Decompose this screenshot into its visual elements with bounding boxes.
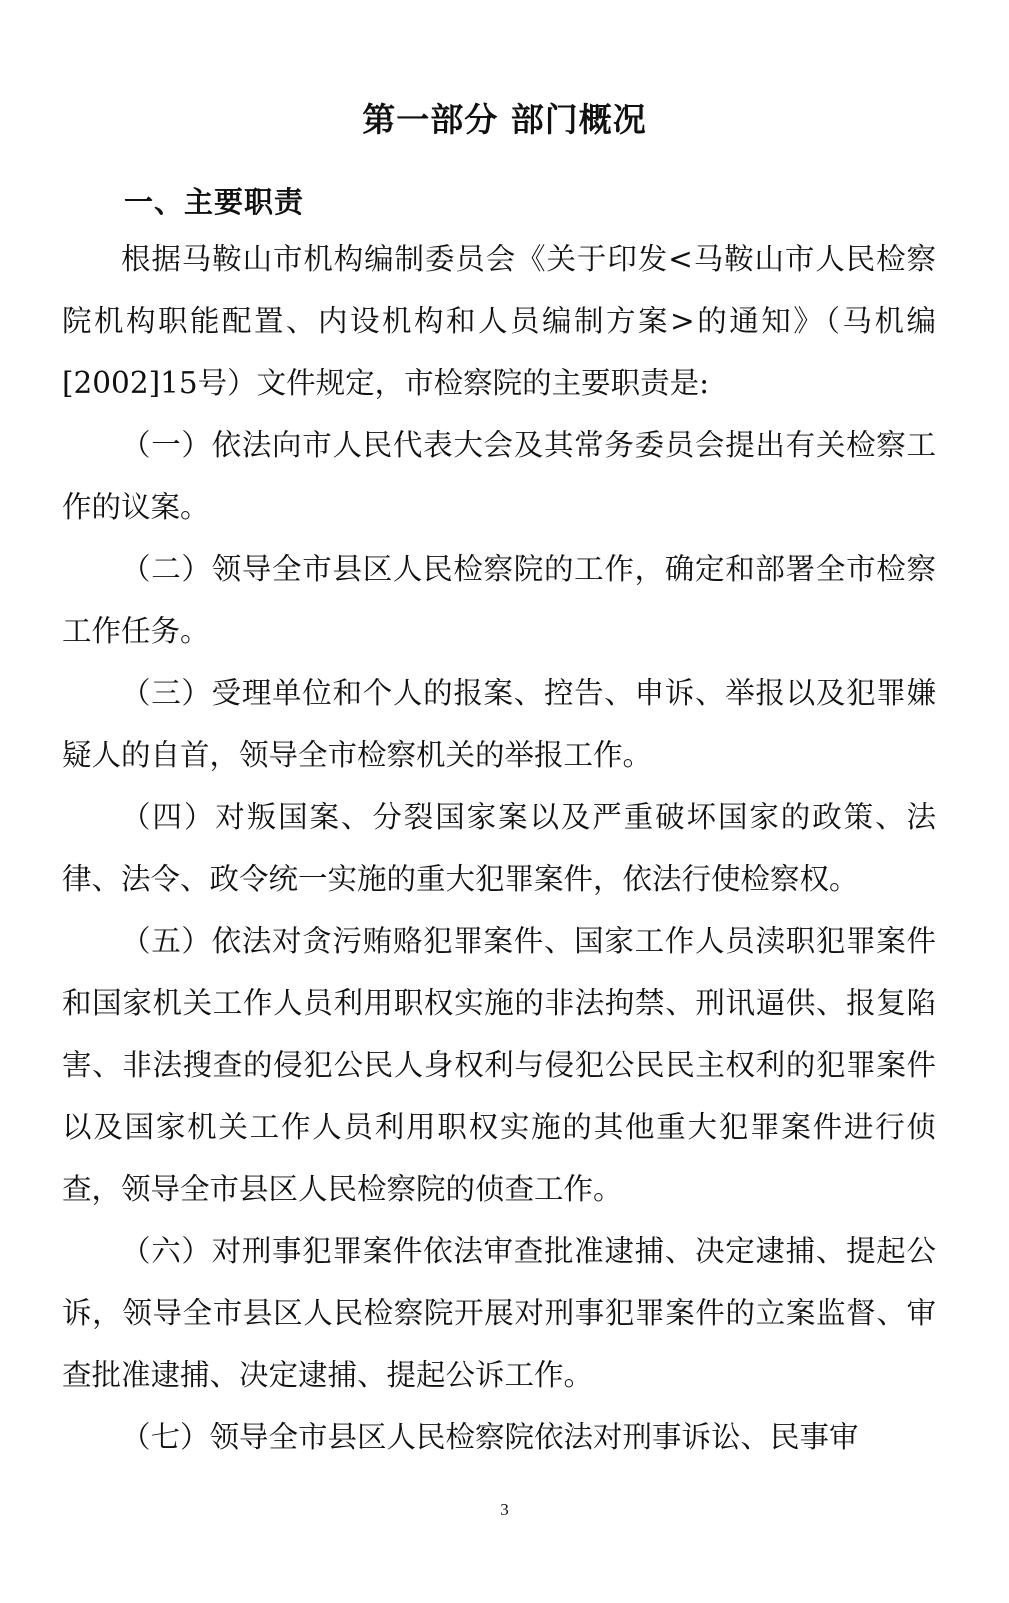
paragraph-item-3: （三）受理单位和个人的报案、控告、申诉、举报以及犯罪嫌疑人的自首，领导全市检察机关的举报工作。 <box>62 676 936 772</box>
paragraph-item-2: （二）领导全市县区人民检察院的工作，确定和部署全市检察工作任务。 <box>62 552 936 648</box>
paragraph-item-6: （六）对刑事犯罪案件依法审查批准逮捕、决定逮捕、提起公诉，领导全市县区人民检察院开展对刑事犯罪案件的立案监督、审查批准逮捕、决定逮捕、提起公诉工作。 <box>62 1234 936 1392</box>
paragraph-item-5: （五）依法对贪污贿赂犯罪案件、国家工作人员渎职犯罪案件和国家机关工作人员利用职权实施的非法拘禁、刑讯逼供、报复陷害、非法搜查的侵犯公民人身权利与侵犯公民民主权利的犯罪案件以及国家机关工作人员利用职权实施的其他重大犯罪案件进行侦查，领导全市县区人民检察院的侦查工作。 <box>62 924 936 1206</box>
page-number: 3 <box>500 1500 509 1519</box>
section-heading: 一、主要职责 <box>124 185 305 219</box>
paragraph-item-7: （七）领导全市县区人民检察院依法对刑事诉讼、民事审 <box>121 1420 859 1454</box>
paragraph-item-1: （一）依法向市人民代表大会及其常务委员会提出有关检察工作的议案。 <box>62 428 936 524</box>
paragraph-intro: 根据马鞍山市机构编制委员会《关于印发<马鞍山市人民检察院机构职能配置、内设机构和人员编制方案>的通知》（马机编[2002]15号）文件规定，市检察院的主要职责是: <box>62 242 936 400</box>
body-text <box>62 228 936 1468</box>
page-title: 第一部分 部门概况 <box>362 100 647 139</box>
paragraph-item-4: （四）对叛国案、分裂国家案以及严重破坏国家的政策、法律、法令、政令统一实施的重大犯罪案件，依法行使检察权。 <box>62 800 936 896</box>
